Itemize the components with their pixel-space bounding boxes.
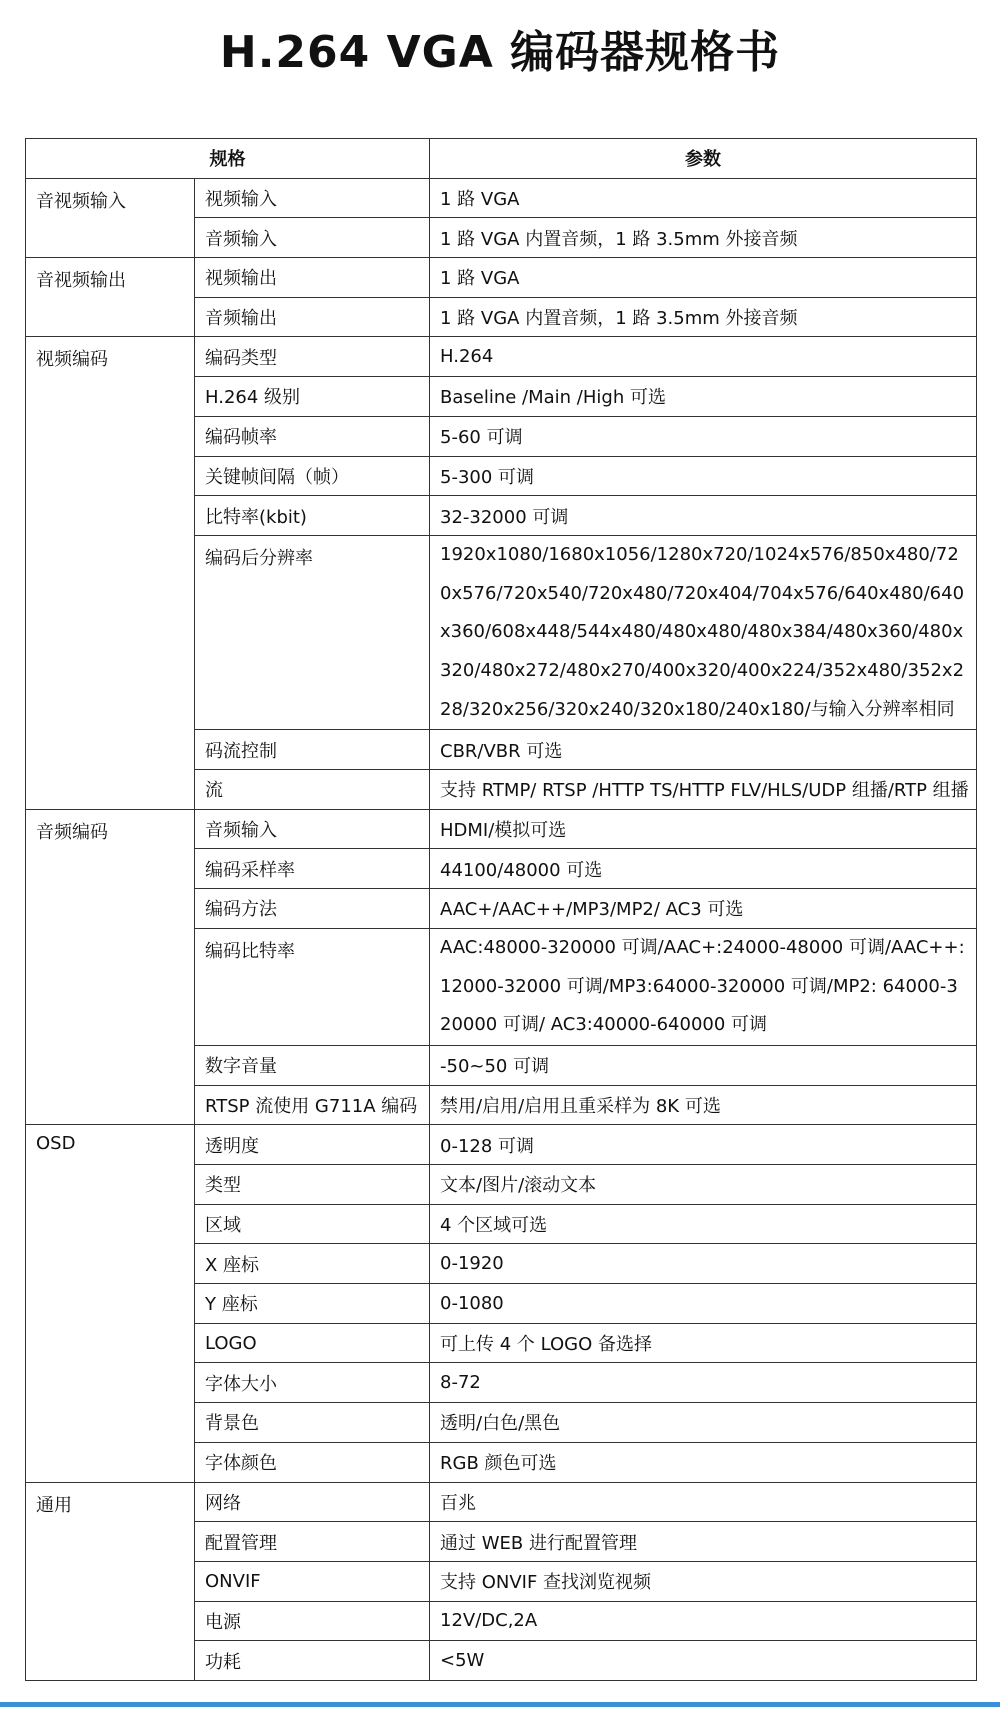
param-value-cell: 禁用/启用/启用且重采样为 8K 可选 xyxy=(430,1085,977,1125)
spec-name-cell: 电源 xyxy=(195,1601,430,1641)
param-value-cell: 支持 RTMP/ RTSP /HTTP TS/HTTP FLV/HLS/UDP 组播/RTP 组播 xyxy=(430,770,977,810)
spec-name-cell: 编码类型 xyxy=(195,337,430,377)
spec-name-cell: 字体颜色 xyxy=(195,1442,430,1482)
param-value-cell: RGB 颜色可选 xyxy=(430,1442,977,1482)
bottom-divider xyxy=(0,1702,1000,1707)
spec-name-cell: 编码方法 xyxy=(195,889,430,929)
table-row xyxy=(26,1125,977,1165)
spec-table xyxy=(25,138,977,1681)
param-value-cell: AAC:48000-320000 可调/AAC+:24000-48000 可调/AAC++:12000-32000 可调/MP3:64000-320000 可调/MP2: 64000-320000 可调/ AC3:40000-640000 可调 xyxy=(430,928,977,1045)
param-value-cell: 1920x1080/1680x1056/1280x720/1024x576/850x480/720x576/720x540/720x480/720x404/704x576/640x480/640x360/608x448/544x480/480x480/480x384/480x360/480x320/480x272/480x270/400x320/400x224/352x480/352x228/320x256/320x240/320x180/240x180/与输入分辨率相同 xyxy=(430,535,977,730)
spec-table-body xyxy=(26,178,977,1680)
table-header-row xyxy=(26,139,977,179)
spec-name-cell: Y 座标 xyxy=(195,1284,430,1324)
param-value-cell: 0-1920 xyxy=(430,1244,977,1284)
param-value-cell: 1 路 VGA 内置音频，1 路 3.5mm 外接音频 xyxy=(430,218,977,258)
param-value-cell: 4 个区域可选 xyxy=(430,1204,977,1244)
param-value-cell: 5-300 可调 xyxy=(430,456,977,496)
spec-name-cell: 配置管理 xyxy=(195,1522,430,1562)
spec-name-cell: 编码比特率 xyxy=(195,928,430,1045)
group-label: 音频编码 xyxy=(26,809,195,1125)
spec-name-cell: 背景色 xyxy=(195,1403,430,1443)
spec-name-cell: 区域 xyxy=(195,1204,430,1244)
param-value-cell: HDMI/模拟可选 xyxy=(430,809,977,849)
spec-name-cell: 字体大小 xyxy=(195,1363,430,1403)
param-value-cell: 百兆 xyxy=(430,1482,977,1522)
param-value-cell: 通过 WEB 进行配置管理 xyxy=(430,1522,977,1562)
spec-name-cell: 音频输入 xyxy=(195,218,430,258)
spec-name-cell: 功耗 xyxy=(195,1641,430,1681)
param-value-cell: 5-60 可调 xyxy=(430,416,977,456)
spec-name-cell: 数字音量 xyxy=(195,1045,430,1085)
spec-name-cell: 音频输入 xyxy=(195,809,430,849)
spec-name-cell: 视频输出 xyxy=(195,258,430,298)
spec-name-cell: RTSP 流使用 G711A 编码 xyxy=(195,1085,430,1125)
table-row xyxy=(26,258,977,298)
param-value-cell: AAC+/AAC++/MP3/MP2/ AC3 可选 xyxy=(430,889,977,929)
spec-name-cell: 编码采样率 xyxy=(195,849,430,889)
spec-name-cell: X 座标 xyxy=(195,1244,430,1284)
param-value-cell: 32-32000 可调 xyxy=(430,496,977,536)
group-label: 音视频输出 xyxy=(26,258,195,337)
param-value-cell: CBR/VBR 可选 xyxy=(430,730,977,770)
param-value-cell: 12V/DC,2A xyxy=(430,1601,977,1641)
header-spec xyxy=(26,139,430,179)
header-param: 参数 xyxy=(430,139,977,179)
param-value-cell: 0-1080 xyxy=(430,1284,977,1324)
param-value-cell: 文本/图片/滚动文本 xyxy=(430,1165,977,1205)
spec-name-cell: 网络 xyxy=(195,1482,430,1522)
spec-name-cell: 流 xyxy=(195,770,430,810)
param-value-cell: 8-72 xyxy=(430,1363,977,1403)
spec-name-cell: 编码帧率 xyxy=(195,416,430,456)
spec-name-cell: 关键帧间隔（帧） xyxy=(195,456,430,496)
spec-name-cell: LOGO xyxy=(195,1323,430,1363)
group-label: 通用 xyxy=(26,1482,195,1680)
spec-name-cell: H.264 级别 xyxy=(195,377,430,417)
spec-name-cell: ONVIF xyxy=(195,1561,430,1601)
table-row xyxy=(26,178,977,218)
param-value-cell: 透明/白色/黑色 xyxy=(430,1403,977,1443)
param-value-cell: 0-128 可调 xyxy=(430,1125,977,1165)
spec-name-cell: 类型 xyxy=(195,1165,430,1205)
header-spec-label: 规格 xyxy=(209,149,246,171)
spec-name-cell: 音频输出 xyxy=(195,297,430,337)
param-value-cell: 可上传 4 个 LOGO 备选择 xyxy=(430,1323,977,1363)
page-title: H.264 VGA 编码器规格书 xyxy=(219,27,781,78)
table-row xyxy=(26,1482,977,1522)
param-value-cell: H.264 xyxy=(430,337,977,377)
group-label: 视频编码 xyxy=(26,337,195,809)
group-label: 音视频输入 xyxy=(26,178,195,257)
spec-name-cell: 编码后分辨率 xyxy=(195,535,430,730)
spec-name-cell: 视频输入 xyxy=(195,178,430,218)
param-value-cell: -50~50 可调 xyxy=(430,1045,977,1085)
param-value-cell: 1 路 VGA xyxy=(430,258,977,298)
spec-name-cell: 透明度 xyxy=(195,1125,430,1165)
param-value-cell: 44100/48000 可选 xyxy=(430,849,977,889)
param-value-cell: 1 路 VGA 内置音频，1 路 3.5mm 外接音频 xyxy=(430,297,977,337)
table-row xyxy=(26,809,977,849)
param-value-cell: 支持 ONVIF 查找浏览视频 xyxy=(430,1561,977,1601)
param-value-cell: Baseline /Main /High 可选 xyxy=(430,377,977,417)
param-value-cell: 1 路 VGA xyxy=(430,178,977,218)
group-label: OSD xyxy=(26,1125,195,1482)
table-row xyxy=(26,337,977,377)
spec-name-cell: 比特率(kbit) xyxy=(195,496,430,536)
spec-name-cell: 码流控制 xyxy=(195,730,430,770)
param-value-cell: <5W xyxy=(430,1641,977,1681)
